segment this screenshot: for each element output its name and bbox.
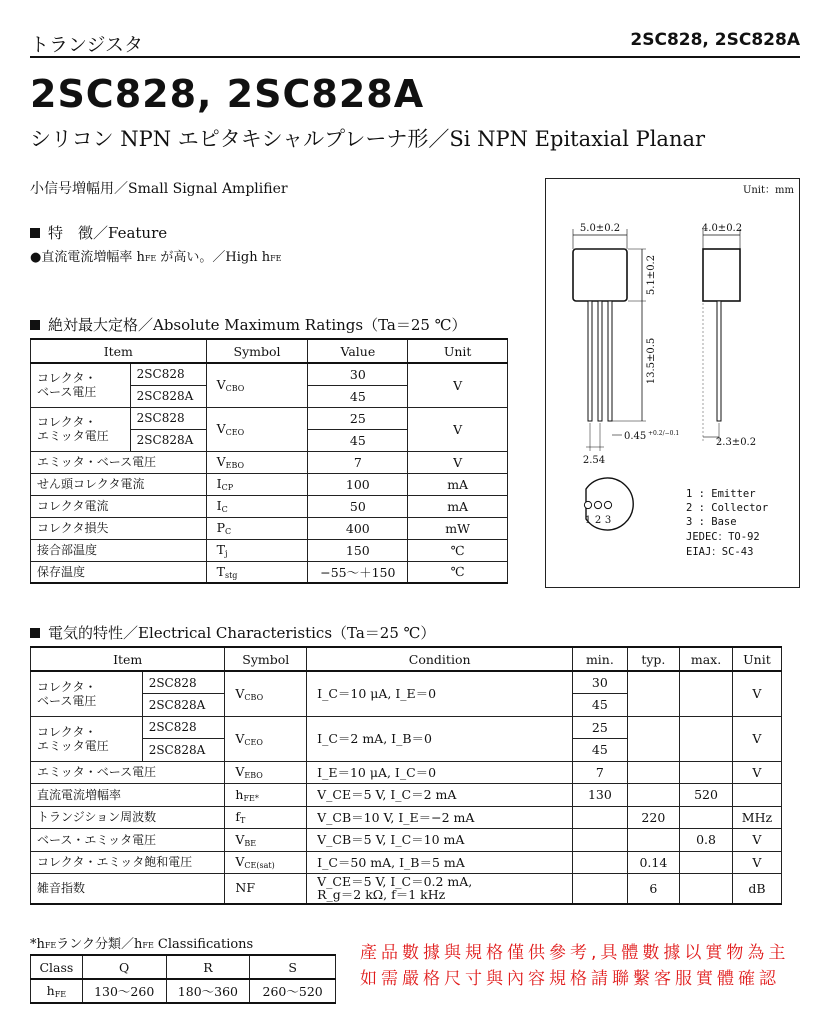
unit-cell: mA bbox=[408, 473, 508, 495]
section-bullet-icon bbox=[30, 320, 40, 330]
dim-body-height: 5.1±0.2 bbox=[646, 254, 657, 296]
table-row bbox=[31, 784, 782, 807]
pin-hole-2 bbox=[594, 501, 601, 508]
symbol-cell: $V_{CBO}$ bbox=[225, 671, 307, 716]
symbol-cell: $V_{EBO}$ bbox=[225, 761, 307, 784]
pin-hole-1 bbox=[584, 501, 591, 508]
column-header: Item bbox=[31, 647, 225, 671]
table-row bbox=[31, 829, 782, 852]
unit-cell: dB bbox=[732, 874, 781, 904]
dim-lead-width: 0.45 bbox=[624, 431, 647, 442]
condition-cell: I_C＝10 μA, I_E＝0 bbox=[307, 671, 573, 716]
column-header: Condition bbox=[307, 647, 573, 671]
symbol-cell: $V_{CBO}$ bbox=[206, 363, 308, 407]
value-cell: 400 bbox=[308, 517, 408, 539]
page-title: 2SC828, 2SC828A bbox=[30, 72, 425, 116]
lead-3 bbox=[608, 301, 612, 421]
header-rule bbox=[30, 56, 800, 58]
table-row bbox=[31, 473, 508, 495]
unit-cell: V bbox=[408, 407, 508, 451]
min-cell bbox=[573, 874, 627, 904]
min-cell: 30 bbox=[573, 671, 627, 694]
condition-cell: V_CE＝5 V, I_C＝2 mA bbox=[307, 784, 573, 807]
unit-cell: V bbox=[732, 671, 781, 716]
symbol-cell: NF bbox=[225, 874, 307, 904]
min-cell: 130 bbox=[573, 784, 627, 807]
unit-label: Unit：mm bbox=[742, 185, 794, 196]
application-text: 小信号増幅用／Small Signal Amplifier bbox=[30, 181, 288, 197]
class-value: 180～360 bbox=[166, 979, 250, 1003]
variant-cell: 2SC828 bbox=[142, 716, 225, 739]
item-cell: ベース・エミッタ電圧 bbox=[31, 829, 225, 852]
table-row bbox=[31, 407, 508, 429]
item-cell: 接合部温度 bbox=[31, 539, 207, 561]
variant-cell: 2SC828A bbox=[142, 739, 225, 762]
row-label: $h_{FE}$ bbox=[31, 979, 83, 1003]
table-row bbox=[31, 451, 508, 473]
typ-cell: 0.14 bbox=[627, 851, 680, 874]
dim-depth: 4.0±0.2 bbox=[701, 223, 743, 234]
symbol-cell: $I_C$ bbox=[206, 495, 308, 517]
column-header: S bbox=[250, 955, 336, 979]
notice-line-2: 如需嚴格尺寸與內容規格請聯繫客服實體確認 bbox=[360, 969, 780, 989]
lead-1 bbox=[588, 301, 592, 421]
pin-number: 1 bbox=[584, 515, 592, 526]
column-header: Item bbox=[31, 339, 207, 363]
table-row bbox=[31, 851, 782, 874]
lead-side bbox=[717, 301, 721, 421]
variant-cell: 2SC828 bbox=[130, 363, 206, 385]
class-value: 260～520 bbox=[250, 979, 336, 1003]
table-row bbox=[31, 761, 782, 784]
column-header: Q bbox=[82, 955, 166, 979]
symbol-cell: $V_{CEO}$ bbox=[206, 407, 308, 451]
value-cell: −55～＋150 bbox=[308, 561, 408, 583]
unit-cell: mW bbox=[408, 517, 508, 539]
value-cell: 25 bbox=[308, 407, 408, 429]
unit-cell: ℃ bbox=[408, 561, 508, 583]
unit-cell: MHz bbox=[732, 806, 781, 829]
dim-width: 5.0±0.2 bbox=[579, 223, 621, 234]
pin-label-collector: 2 : Collector bbox=[686, 502, 769, 514]
unit-cell: V bbox=[732, 761, 781, 784]
item-cell: せん頭コレクタ電流 bbox=[31, 473, 207, 495]
item-cell: トランジション周波数 bbox=[31, 806, 225, 829]
item-cell: コレクタ・エミッタ飽和電圧 bbox=[31, 851, 225, 874]
elec-heading: 電気的特性／Electrical Characteristics（Ta＝25 ℃） bbox=[30, 622, 435, 643]
item-cell: コレクタ・ ベース電圧 bbox=[31, 363, 131, 407]
hfe-class-heading: *hFEランク分類／hFE Classifications bbox=[30, 937, 254, 952]
symbol-cell: $I_{CP}$ bbox=[206, 473, 308, 495]
jedec-label: JEDEC：TO-92 bbox=[686, 531, 760, 543]
min-cell: 25 bbox=[573, 716, 627, 739]
value-cell: 30 bbox=[308, 363, 408, 385]
table-row bbox=[31, 517, 508, 539]
item-cell: コレクタ損失 bbox=[31, 517, 207, 539]
condition-cell: I_E＝10 μA, I_C＝0 bbox=[307, 761, 573, 784]
symbol-cell: $h_{FE*}$ bbox=[225, 784, 307, 807]
max-cell bbox=[680, 716, 733, 761]
typ-cell: 6 bbox=[627, 874, 680, 904]
transistor-body-side bbox=[703, 249, 740, 301]
table-row bbox=[31, 874, 782, 904]
max-cell bbox=[680, 761, 733, 784]
elec-char-table bbox=[30, 646, 782, 905]
variant-cell: 2SC828A bbox=[130, 429, 206, 451]
column-header: max. bbox=[680, 647, 733, 671]
item-cell: コレクタ・ ベース電圧 bbox=[31, 671, 143, 716]
typ-cell bbox=[627, 784, 680, 807]
max-cell bbox=[680, 806, 733, 829]
pin-number: 3 bbox=[604, 515, 612, 526]
variant-cell: 2SC828 bbox=[142, 671, 225, 694]
value-cell: 45 bbox=[308, 429, 408, 451]
typ-cell bbox=[627, 716, 680, 761]
column-header: min. bbox=[573, 647, 627, 671]
value-cell: 100 bbox=[308, 473, 408, 495]
pin-label-emitter: 1 : Emitter bbox=[686, 488, 756, 500]
unit-cell: V bbox=[732, 851, 781, 874]
hfe-class-table bbox=[30, 954, 336, 1004]
unit-cell: ℃ bbox=[408, 539, 508, 561]
feature-heading: 特 徴／Feature bbox=[30, 222, 167, 243]
dim-lead-length: 13.5±0.5 bbox=[646, 337, 657, 385]
variant-cell: 2SC828 bbox=[130, 407, 206, 429]
unit-cell: mA bbox=[408, 495, 508, 517]
min-cell: 45 bbox=[573, 694, 627, 717]
pin-hole-3 bbox=[604, 501, 611, 508]
abs-max-heading: 絶対最大定格／Absolute Maximum Ratings（Ta＝25 ℃） bbox=[30, 314, 467, 335]
value-cell: 7 bbox=[308, 451, 408, 473]
column-header: Symbol bbox=[206, 339, 308, 363]
table-row bbox=[31, 806, 782, 829]
min-cell bbox=[573, 806, 627, 829]
value-cell: 45 bbox=[308, 385, 408, 407]
package-drawing bbox=[545, 178, 800, 588]
min-cell bbox=[573, 851, 627, 874]
table-row bbox=[31, 495, 508, 517]
typ-cell bbox=[627, 671, 680, 716]
page-subtitle: シリコン NPN エピタキシャルプレーナ形／Si NPN Epitaxial Planar bbox=[30, 127, 706, 151]
class-value: 130～260 bbox=[82, 979, 166, 1003]
max-cell: 0.8 bbox=[680, 829, 733, 852]
column-header: Value bbox=[308, 339, 408, 363]
variant-cell: 2SC828A bbox=[142, 694, 225, 717]
symbol-cell: $T_{stg}$ bbox=[206, 561, 308, 583]
unit-cell: V bbox=[408, 451, 508, 473]
condition-cell: V_CE＝5 V, I_C＝0.2 mA, R_g＝2 kΩ, f＝1 kHz bbox=[307, 874, 573, 904]
column-header: Symbol bbox=[225, 647, 307, 671]
symbol-cell: $V_{CEO}$ bbox=[225, 716, 307, 761]
max-cell: 520 bbox=[680, 784, 733, 807]
unit-cell: V bbox=[732, 829, 781, 852]
symbol-cell: $T_j$ bbox=[206, 539, 308, 561]
symbol-cell: $V_{EBO}$ bbox=[206, 451, 308, 473]
column-header: Class bbox=[31, 955, 83, 979]
max-cell bbox=[680, 671, 733, 716]
transistor-body-front bbox=[573, 249, 627, 301]
typ-cell bbox=[627, 829, 680, 852]
abs-max-table bbox=[30, 338, 508, 584]
item-cell: 保存温度 bbox=[31, 561, 207, 583]
condition-cell: I_C＝50 mA, I_B＝5 mA bbox=[307, 851, 573, 874]
column-header: typ. bbox=[627, 647, 680, 671]
typ-cell bbox=[627, 761, 680, 784]
category-label: トランジスタ bbox=[30, 34, 143, 56]
lead-2 bbox=[598, 301, 602, 421]
unit-cell: V bbox=[408, 363, 508, 407]
condition-cell: I_C＝2 mA, I_B＝0 bbox=[307, 716, 573, 761]
item-cell: コレクタ電流 bbox=[31, 495, 207, 517]
header-part-numbers: 2SC828, 2SC828A bbox=[630, 30, 800, 50]
min-cell: 7 bbox=[573, 761, 627, 784]
symbol-cell: $V_{BE}$ bbox=[225, 829, 307, 852]
section-bullet-icon bbox=[30, 628, 40, 638]
column-header: Unit bbox=[408, 339, 508, 363]
condition-cell: V_CB＝5 V, I_C＝10 mA bbox=[307, 829, 573, 852]
value-cell: 50 bbox=[308, 495, 408, 517]
dim-pitch: 2.54 bbox=[582, 455, 606, 466]
notice-line-1: 產品數據與規格僅供參考,具體數據以實物為主 bbox=[360, 943, 790, 963]
condition-cell: V_CB＝10 V, I_E＝−2 mA bbox=[307, 806, 573, 829]
symbol-cell: $V_{CE(sat)}$ bbox=[225, 851, 307, 874]
eiaj-label: EIAJ：SC-43 bbox=[686, 546, 754, 558]
feature-text: ●直流電流増幅率 hFE が高い。／High hFE bbox=[30, 250, 282, 265]
symbol-cell: $f_T$ bbox=[225, 806, 307, 829]
table-row bbox=[31, 561, 508, 583]
item-cell: 直流電流増幅率 bbox=[31, 784, 225, 807]
column-header: Unit bbox=[732, 647, 781, 671]
table-row bbox=[31, 363, 508, 385]
min-cell bbox=[573, 829, 627, 852]
item-cell: コレクタ・ エミッタ電圧 bbox=[31, 716, 143, 761]
table-row bbox=[31, 716, 782, 739]
item-cell: エミッタ・ベース電圧 bbox=[31, 761, 225, 784]
table-row bbox=[31, 671, 782, 694]
unit-cell bbox=[732, 784, 781, 807]
pin-label-base: 3 : Base bbox=[686, 516, 737, 528]
section-bullet-icon bbox=[30, 228, 40, 238]
max-cell bbox=[680, 874, 733, 904]
item-cell: 雑音指数 bbox=[31, 874, 225, 904]
column-header: R bbox=[166, 955, 250, 979]
table-row bbox=[31, 539, 508, 561]
symbol-cell: $P_C$ bbox=[206, 517, 308, 539]
dim-side: 2.3±0.2 bbox=[715, 437, 757, 448]
dim-lead-width-tol: +0.2/−0.1 bbox=[648, 430, 680, 437]
min-cell: 45 bbox=[573, 739, 627, 762]
item-cell: コレクタ・ エミッタ電圧 bbox=[31, 407, 131, 451]
item-cell: エミッタ・ベース電圧 bbox=[31, 451, 207, 473]
pin-number: 2 bbox=[594, 515, 602, 526]
unit-cell: V bbox=[732, 716, 781, 761]
variant-cell: 2SC828A bbox=[130, 385, 206, 407]
value-cell: 150 bbox=[308, 539, 408, 561]
typ-cell: 220 bbox=[627, 806, 680, 829]
max-cell bbox=[680, 851, 733, 874]
